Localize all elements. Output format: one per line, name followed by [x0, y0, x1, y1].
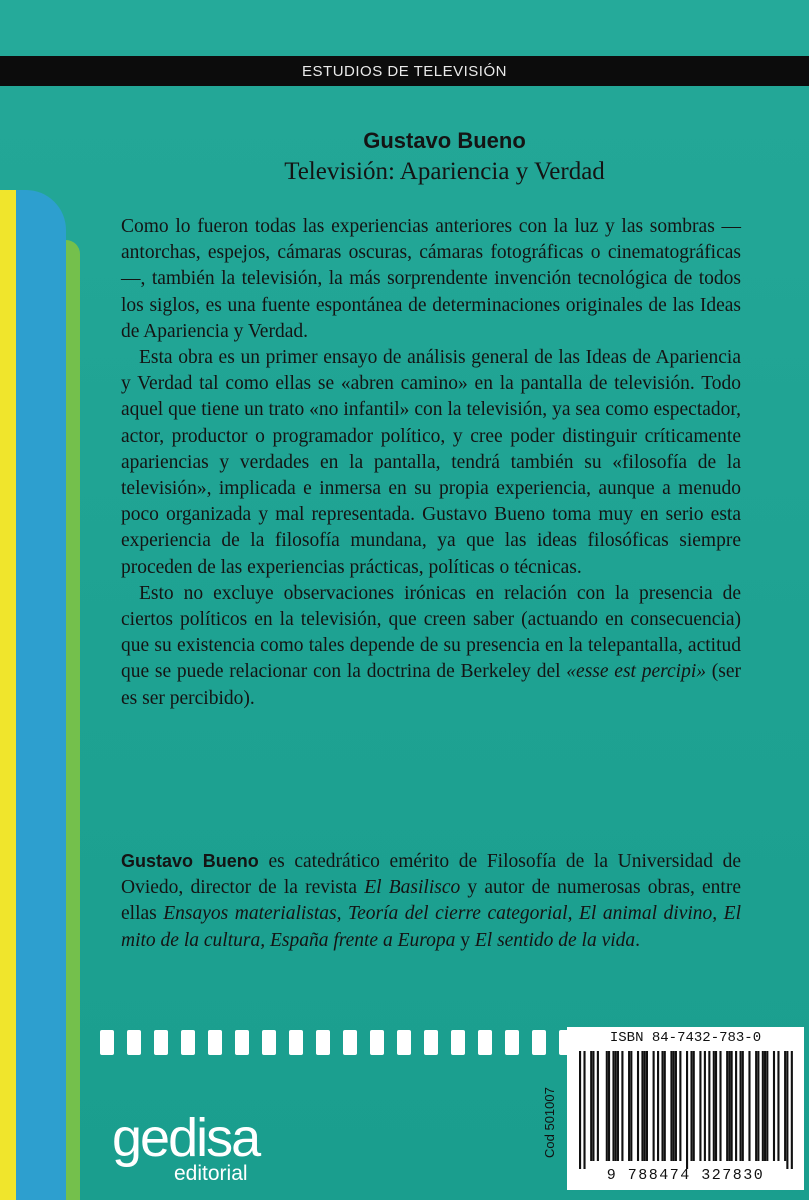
publisher-logo — [112, 1108, 312, 1192]
author-bio — [121, 848, 741, 954]
barcode-bar — [713, 1051, 715, 1161]
barcode-bar — [673, 1051, 675, 1161]
barcode-bar — [597, 1051, 599, 1161]
film-hole — [424, 1030, 438, 1055]
bio-text: y — [455, 929, 475, 951]
barcode-bar — [762, 1051, 764, 1161]
barcode-bar — [630, 1051, 632, 1161]
works-last: El sentido de la vida — [474, 929, 636, 951]
barcode-bar — [644, 1051, 646, 1161]
barcode-bar — [590, 1051, 592, 1161]
publisher-name: gedisa — [112, 1108, 260, 1168]
barcode-bar — [579, 1051, 581, 1169]
film-hole — [154, 1030, 168, 1055]
author-name: Gustavo Bueno — [363, 128, 526, 153]
film-hole — [262, 1030, 276, 1055]
barcode-bar — [757, 1051, 759, 1161]
bio-text: . — [635, 929, 641, 951]
blurb-paragraph: Como lo fueron todas las experiencias anteriores con la luz y las sombras —antorchas, espejos, cámaras oscuras, cámaras fotográficas o cinematográficas—, también la televisión, la más sorprendente invención tecnológica de todos los siglos, es una fuente espontánea de determinaciones originales de las Ideas de Apariencia y Verdad. — [121, 216, 741, 342]
film-hole — [127, 1030, 141, 1055]
barcode-bar — [715, 1051, 717, 1161]
book-header — [80, 126, 809, 188]
bio-author-name: Gustavo Bueno — [121, 851, 259, 871]
barcode-bar — [617, 1051, 619, 1161]
latin-phrase: «esse est percipi» — [566, 661, 706, 683]
publisher-subtitle: editorial — [174, 1162, 248, 1185]
film-hole — [181, 1030, 195, 1055]
blurb-text: Esto no excluye observaciones irónicas en relación con la presencia de ciertos políticos en la televisión, que creen saber (actuando en consecuencia) que su existencia como tales depende de su presencia en la telepantalla, actitud que se puede relacionar con la doctrina de Berkeley del — [121, 582, 741, 683]
barcode-bar — [755, 1051, 757, 1161]
barcode-bar — [612, 1051, 614, 1161]
bio-text: y autor de numerosas obras, entre ellas — [121, 877, 741, 925]
series-title: ESTUDIOS DE TELEVISIÓN — [302, 63, 507, 80]
barcode-bar — [670, 1051, 672, 1161]
barcode-bar — [777, 1051, 779, 1161]
top-band — [0, 0, 809, 50]
blurb-text: (ser es ser percibido). — [121, 661, 741, 709]
barcode-icon — [579, 1051, 793, 1169]
barcode-bar — [791, 1051, 793, 1169]
barcode-bar — [693, 1051, 695, 1161]
blurb-paragraph: Esta obra es un primer ensayo de análisis general de las Ideas de Apariencia y Verdad tal como ellas se «abren camino» en la pantalla de televisión. Todo aquel que tiene un trato «no infantil» con la televisión, ya sea como espectador, actor, productor o programador político, y cree poder distinguir críticamente apariencias y verdades en la pantalla, tendrá también su «filosofía de la televisión», implicada e inmersa en su propia experiencia, aunque a menudo poco organizada y mal representada. Gustavo Bueno toma muy en serio esta experiencia de la filosofía mundana, ya que las ideas filosóficas siempre proceden de las experiencias prácticas, políticas o técnicas. — [121, 347, 741, 578]
barcode-bar — [661, 1051, 663, 1161]
product-code: Cod 501007 — [542, 1087, 557, 1158]
barcode-bar — [748, 1051, 750, 1161]
book-title: Televisión: Apariencia y Verdad — [284, 158, 605, 185]
film-hole — [505, 1030, 519, 1055]
barcode-bar — [592, 1051, 594, 1161]
barcode-bar — [646, 1051, 648, 1161]
bio-text: es catedrático emérito de Filosofía de la Universidad de Oviedo, director de la revista — [121, 851, 742, 899]
barcode-bar — [615, 1051, 617, 1161]
barcode-bar — [786, 1051, 788, 1169]
barcode-panel — [567, 1027, 804, 1190]
journal-name: El Basilisco — [364, 877, 461, 899]
barcode-bar — [766, 1051, 768, 1161]
blurb — [121, 214, 741, 712]
barcode-bar — [699, 1051, 701, 1161]
barcode-bar — [784, 1051, 786, 1161]
film-hole — [451, 1030, 465, 1055]
isbn-label: ISBN 84-7432-783-0 — [609, 1030, 762, 1046]
barcode-bar — [690, 1051, 692, 1161]
barcode-bar — [764, 1051, 766, 1161]
works-list: Ensayos materialistas, Teoría del cierre categorial, El animal divino, El mito de la cultura, España frente a Europa — [121, 903, 742, 951]
barcode-bar — [708, 1051, 710, 1161]
film-hole — [316, 1030, 330, 1055]
barcode-bar — [679, 1051, 681, 1161]
barcode-bar — [719, 1051, 721, 1161]
barcode-bar — [641, 1051, 643, 1161]
barcode-bar — [735, 1051, 737, 1161]
barcode-digits: 9 788474 327830 — [606, 1167, 765, 1184]
barcode-bar — [773, 1051, 775, 1161]
blurb-paragraph — [121, 581, 741, 712]
film-hole — [235, 1030, 249, 1055]
barcode-bar — [664, 1051, 666, 1161]
film-hole — [208, 1030, 222, 1055]
barcode-bar — [686, 1051, 688, 1169]
barcode-bar — [606, 1051, 608, 1161]
film-hole — [370, 1030, 384, 1055]
barcode-bar — [675, 1051, 677, 1161]
barcode-bar — [728, 1051, 730, 1161]
barcode-bar — [637, 1051, 639, 1161]
film-hole — [478, 1030, 492, 1055]
barcode-bar — [653, 1051, 655, 1161]
barcode-bar — [621, 1051, 623, 1161]
barcode-bar — [583, 1051, 585, 1169]
barcode-bar — [740, 1051, 742, 1161]
barcode-bar — [628, 1051, 630, 1161]
film-hole — [100, 1030, 114, 1055]
film-hole — [532, 1030, 546, 1055]
film-hole — [397, 1030, 411, 1055]
barcode-bar — [742, 1051, 744, 1161]
barcode-bar — [608, 1051, 610, 1161]
barcode-bar — [657, 1051, 659, 1161]
film-hole — [289, 1030, 303, 1055]
barcode-bar — [726, 1051, 728, 1161]
series-bar — [0, 56, 809, 86]
barcode-bar — [704, 1051, 706, 1161]
film-hole — [343, 1030, 357, 1055]
barcode-bar — [731, 1051, 733, 1161]
